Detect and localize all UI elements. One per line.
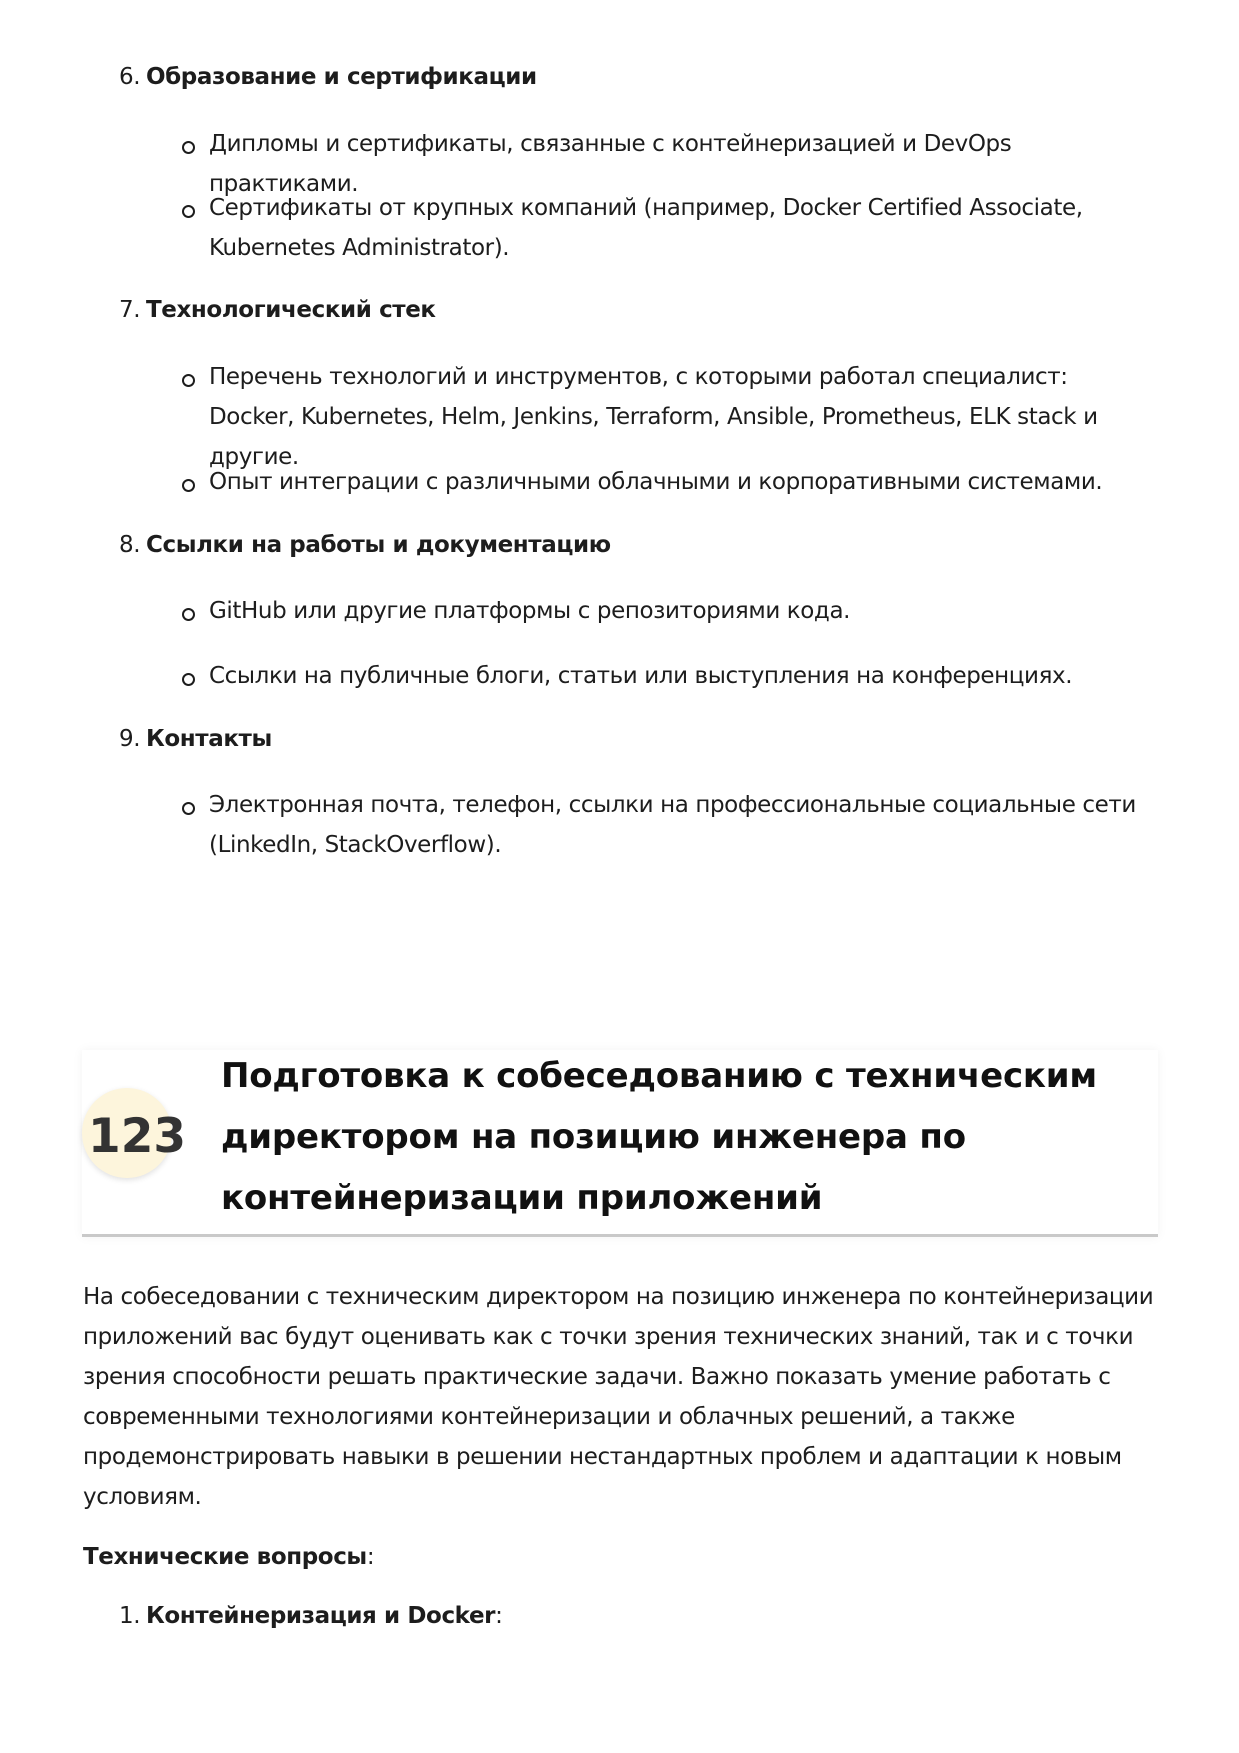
tech-item-title-text: Контейнеризация и Docker <box>146 1603 496 1629</box>
list-item-number: 6. <box>119 64 141 90</box>
list-item-title-tech-stack: Технологический стек <box>146 297 436 323</box>
sub-item: Ссылки на публичные блоги, статьи или выступления на конференциях. <box>209 663 1073 689</box>
list-item-number: 9. <box>119 726 141 752</box>
circle-bullet-icon <box>182 205 195 218</box>
sub-item: Электронная почта, телефон, ссылки на профессиональные социальные сети (LinkedIn, StackOverflow). <box>209 792 1136 858</box>
circle-bullet-icon <box>182 802 195 815</box>
intro-paragraph: На собеседовании с техническим директором на позицию инженера по контейнеризации приложений вас будут оценивать как с точки зрения технических знаний, так и с точки зрения способности решать практические задачи. Важно показать умение работать с современными технологиями контейнеризации и облачных решений, а также продемонстрировать навыки в решении нестандартных проблем и адаптации к новым условиям. <box>83 1284 1154 1510</box>
section-number: 123 <box>88 1109 187 1164</box>
circle-bullet-icon <box>182 479 195 492</box>
list-item-title-containerization <box>146 1603 502 1629</box>
circle-bullet-icon <box>182 608 195 621</box>
sub-item: GitHub или другие платформы с репозиториями кода. <box>209 598 851 624</box>
list-item-title-contacts: Контакты <box>146 726 272 752</box>
circle-bullet-icon <box>182 673 195 686</box>
list-item-number: 8. <box>119 532 141 558</box>
tech-questions-heading <box>83 1544 374 1570</box>
sub-item: Дипломы и сертификаты, связанные с контейнеризацией и DevOps практиками. <box>209 131 1012 197</box>
tech-questions-heading-colon: : <box>366 1544 375 1570</box>
tech-item-colon: : <box>495 1603 503 1629</box>
list-item-number: 1. <box>119 1603 141 1629</box>
list-item-title-education: Образование и сертификации <box>146 64 537 90</box>
section-title: Подготовка к собеседованию с техническим директором на позицию инженера по контейнеризации приложений <box>221 1056 1098 1218</box>
tech-questions-heading-text: Технические вопросы <box>83 1544 367 1570</box>
sub-item: Опыт интеграции с различными облачными и корпоративными системами. <box>209 469 1103 495</box>
circle-bullet-icon <box>182 374 195 387</box>
list-item-title-links: Ссылки на работы и документацию <box>146 532 611 558</box>
circle-bullet-icon <box>182 141 195 154</box>
sub-item: Перечень технологий и инструментов, с которыми работал специалист: Docker, Kubernetes, Helm, Jenkins, Terraform, Ansible, Prometheus, ELK stack и другие. <box>209 364 1098 470</box>
sub-item: Сертификаты от крупных компаний (например, Docker Certified Associate, Kubernetes Administrator). <box>209 195 1083 261</box>
list-item-number: 7. <box>119 297 141 323</box>
